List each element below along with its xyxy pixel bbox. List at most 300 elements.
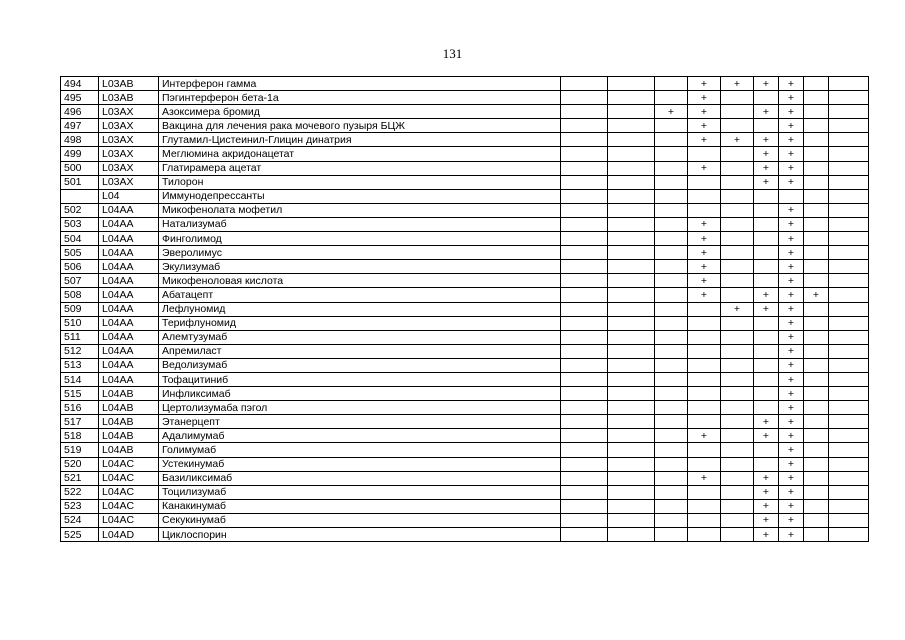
mark-cell: [829, 288, 869, 302]
drug-name: Лефлуномид: [159, 302, 561, 316]
mark-cell: [608, 189, 655, 203]
mark-cell: [721, 485, 754, 499]
mark-cell: [688, 499, 721, 513]
row-number: 511: [61, 330, 99, 344]
mark-cell: [721, 513, 754, 527]
mark-cell: [655, 302, 688, 316]
mark-cell: [721, 443, 754, 457]
mark-cell: [804, 274, 829, 288]
mark-cell: [688, 372, 721, 386]
mark-cell: [804, 246, 829, 260]
mark-cell: [655, 260, 688, 274]
mark-cell: +: [655, 105, 688, 119]
mark-cell: [608, 232, 655, 246]
mark-cell: [829, 429, 869, 443]
row-number: 496: [61, 105, 99, 119]
mark-cell: [655, 372, 688, 386]
mark-cell: +: [779, 302, 804, 316]
mark-cell: [754, 358, 779, 372]
mark-cell: +: [779, 246, 804, 260]
mark-cell: [829, 119, 869, 133]
mark-cell: [608, 457, 655, 471]
mark-cell: [721, 471, 754, 485]
row-number: 504: [61, 232, 99, 246]
mark-cell: +: [779, 372, 804, 386]
row-number: 508: [61, 288, 99, 302]
drug-name: Микофеноловая кислота: [159, 274, 561, 288]
mark-cell: [804, 528, 829, 542]
drug-table: [60, 76, 869, 542]
mark-cell: [655, 288, 688, 302]
mark-cell: +: [779, 119, 804, 133]
drug-name: Терифлуномид: [159, 316, 561, 330]
mark-cell: [804, 387, 829, 401]
mark-cell: [655, 330, 688, 344]
row-number: [61, 189, 99, 203]
mark-cell: [688, 344, 721, 358]
mark-cell: [655, 443, 688, 457]
mark-cell: [608, 203, 655, 217]
table-row: [61, 401, 869, 415]
mark-cell: [829, 485, 869, 499]
atc-code: L04AA: [99, 246, 159, 260]
mark-cell: [688, 443, 721, 457]
mark-cell: [721, 274, 754, 288]
mark-cell: [721, 316, 754, 330]
mark-cell: +: [779, 260, 804, 274]
mark-cell: +: [688, 260, 721, 274]
atc-code: L04AD: [99, 528, 159, 542]
mark-cell: +: [721, 302, 754, 316]
mark-cell: [608, 401, 655, 415]
table-row: [61, 175, 869, 189]
mark-cell: [688, 415, 721, 429]
row-number: 522: [61, 485, 99, 499]
mark-cell: [721, 330, 754, 344]
table-row: [61, 513, 869, 527]
atc-code: L04AC: [99, 485, 159, 499]
atc-code: L04AA: [99, 358, 159, 372]
row-number: 503: [61, 217, 99, 231]
row-number: 515: [61, 387, 99, 401]
drug-name: Цертолизумаба пэгол: [159, 401, 561, 415]
drug-name: Тофацитиниб: [159, 372, 561, 386]
atc-code: L04AB: [99, 443, 159, 457]
mark-cell: +: [779, 175, 804, 189]
mark-cell: +: [754, 471, 779, 485]
table-row: [61, 429, 869, 443]
table-row: [61, 217, 869, 231]
mark-cell: [561, 91, 608, 105]
mark-cell: [829, 513, 869, 527]
mark-cell: +: [779, 288, 804, 302]
mark-cell: [804, 203, 829, 217]
atc-code: L04AC: [99, 457, 159, 471]
mark-cell: [655, 387, 688, 401]
mark-cell: [561, 344, 608, 358]
mark-cell: [608, 133, 655, 147]
row-number: 517: [61, 415, 99, 429]
mark-cell: [608, 415, 655, 429]
mark-cell: +: [779, 232, 804, 246]
mark-cell: [829, 457, 869, 471]
mark-cell: +: [779, 387, 804, 401]
mark-cell: [804, 358, 829, 372]
mark-cell: +: [779, 443, 804, 457]
atc-code: L03AX: [99, 119, 159, 133]
drug-name: Интерферон гамма: [159, 77, 561, 91]
mark-cell: [754, 91, 779, 105]
mark-cell: [829, 77, 869, 91]
mark-cell: [655, 246, 688, 260]
mark-cell: [754, 203, 779, 217]
mark-cell: [804, 302, 829, 316]
table-row: [61, 260, 869, 274]
mark-cell: [688, 203, 721, 217]
mark-cell: [804, 119, 829, 133]
atc-code: L04AA: [99, 372, 159, 386]
mark-cell: [804, 260, 829, 274]
table-row: [61, 203, 869, 217]
mark-cell: [561, 77, 608, 91]
mark-cell: [804, 485, 829, 499]
mark-cell: [561, 217, 608, 231]
atc-code: L04AA: [99, 288, 159, 302]
table-row: [61, 161, 869, 175]
table-row: [61, 344, 869, 358]
mark-cell: +: [779, 274, 804, 288]
mark-cell: [721, 429, 754, 443]
drug-name: Азоксимера бромид: [159, 105, 561, 119]
mark-cell: [804, 513, 829, 527]
page-number: 131: [442, 46, 463, 61]
drug-name: Пэгинтерферон бета-1а: [159, 91, 561, 105]
mark-cell: [688, 358, 721, 372]
mark-cell: [561, 133, 608, 147]
table-row: [61, 471, 869, 485]
mark-cell: [804, 499, 829, 513]
mark-cell: +: [754, 147, 779, 161]
mark-cell: [829, 133, 869, 147]
atc-code: L04AA: [99, 302, 159, 316]
mark-cell: +: [721, 77, 754, 91]
drug-name: Алемтузумаб: [159, 330, 561, 344]
drug-name: Экулизумаб: [159, 260, 561, 274]
mark-cell: +: [779, 485, 804, 499]
mark-cell: +: [688, 77, 721, 91]
mark-cell: [829, 302, 869, 316]
mark-cell: [829, 91, 869, 105]
mark-cell: [804, 91, 829, 105]
mark-cell: [721, 147, 754, 161]
drug-name: Канакинумаб: [159, 499, 561, 513]
row-number: 525: [61, 528, 99, 542]
mark-cell: [655, 133, 688, 147]
drug-name: Глатирамера ацетат: [159, 161, 561, 175]
mark-cell: [655, 401, 688, 415]
mark-cell: [804, 133, 829, 147]
mark-cell: +: [754, 175, 779, 189]
mark-cell: [688, 528, 721, 542]
mark-cell: [804, 175, 829, 189]
table-row: [61, 147, 869, 161]
mark-cell: [655, 358, 688, 372]
mark-cell: +: [688, 133, 721, 147]
mark-cell: +: [779, 401, 804, 415]
atc-code: L04: [99, 189, 159, 203]
mark-cell: [829, 105, 869, 119]
atc-code: L03AX: [99, 105, 159, 119]
mark-cell: [721, 189, 754, 203]
atc-code: L04AC: [99, 499, 159, 513]
mark-cell: [721, 217, 754, 231]
atc-code: L04AA: [99, 316, 159, 330]
atc-code: L04AB: [99, 415, 159, 429]
row-number: 521: [61, 471, 99, 485]
table-row: [61, 443, 869, 457]
mark-cell: [754, 316, 779, 330]
mark-cell: +: [754, 513, 779, 527]
mark-cell: [688, 175, 721, 189]
atc-code: L04AA: [99, 232, 159, 246]
mark-cell: [608, 288, 655, 302]
table-row: [61, 387, 869, 401]
mark-cell: [721, 260, 754, 274]
mark-cell: [721, 119, 754, 133]
mark-cell: [721, 105, 754, 119]
mark-cell: [804, 415, 829, 429]
mark-cell: [804, 401, 829, 415]
row-number: 512: [61, 344, 99, 358]
mark-cell: [721, 387, 754, 401]
mark-cell: +: [688, 105, 721, 119]
drug-name: Ведолизумаб: [159, 358, 561, 372]
mark-cell: [804, 429, 829, 443]
mark-cell: +: [688, 246, 721, 260]
mark-cell: +: [754, 77, 779, 91]
mark-cell: [655, 119, 688, 133]
mark-cell: [754, 387, 779, 401]
mark-cell: +: [779, 415, 804, 429]
mark-cell: [561, 105, 608, 119]
mark-cell: +: [754, 288, 779, 302]
drug-name: Иммунодепрессанты: [159, 189, 561, 203]
mark-cell: [804, 471, 829, 485]
mark-cell: +: [754, 161, 779, 175]
mark-cell: [608, 513, 655, 527]
drug-name: Этанерцепт: [159, 415, 561, 429]
drug-name: Тоцилизумаб: [159, 485, 561, 499]
table-row: [61, 77, 869, 91]
mark-cell: +: [779, 147, 804, 161]
drug-name: Финголимод: [159, 232, 561, 246]
mark-cell: +: [688, 119, 721, 133]
mark-cell: [608, 302, 655, 316]
mark-cell: +: [779, 471, 804, 485]
row-number: 510: [61, 316, 99, 330]
mark-cell: [721, 91, 754, 105]
mark-cell: +: [779, 429, 804, 443]
mark-cell: +: [779, 528, 804, 542]
mark-cell: [655, 513, 688, 527]
mark-cell: [721, 457, 754, 471]
mark-cell: [721, 372, 754, 386]
mark-cell: [561, 471, 608, 485]
mark-cell: [829, 175, 869, 189]
mark-cell: [655, 175, 688, 189]
mark-cell: [804, 457, 829, 471]
drug-name: Микофенолата мофетил: [159, 203, 561, 217]
table-row: [61, 485, 869, 499]
row-number: 498: [61, 133, 99, 147]
mark-cell: +: [779, 358, 804, 372]
mark-cell: +: [779, 457, 804, 471]
mark-cell: [829, 330, 869, 344]
mark-cell: [688, 147, 721, 161]
row-number: 500: [61, 161, 99, 175]
mark-cell: [804, 147, 829, 161]
mark-cell: [754, 274, 779, 288]
mark-cell: [721, 175, 754, 189]
mark-cell: [561, 443, 608, 457]
mark-cell: [829, 344, 869, 358]
mark-cell: [829, 161, 869, 175]
atc-code: L04AB: [99, 429, 159, 443]
mark-cell: [655, 429, 688, 443]
mark-cell: +: [688, 161, 721, 175]
mark-cell: [608, 260, 655, 274]
mark-cell: [804, 189, 829, 203]
mark-cell: [561, 119, 608, 133]
mark-cell: [829, 471, 869, 485]
mark-cell: [608, 77, 655, 91]
mark-cell: [561, 330, 608, 344]
mark-cell: [608, 246, 655, 260]
table-row: [61, 316, 869, 330]
mark-cell: [829, 260, 869, 274]
mark-cell: [829, 499, 869, 513]
mark-cell: +: [688, 471, 721, 485]
mark-cell: [829, 415, 869, 429]
mark-cell: +: [688, 288, 721, 302]
mark-cell: [561, 246, 608, 260]
atc-code: L03AX: [99, 161, 159, 175]
drug-name: Базиликсимаб: [159, 471, 561, 485]
row-number: 507: [61, 274, 99, 288]
row-number: 524: [61, 513, 99, 527]
mark-cell: [721, 415, 754, 429]
mark-cell: [688, 316, 721, 330]
drug-name: Устекинумаб: [159, 457, 561, 471]
mark-cell: [608, 485, 655, 499]
mark-cell: +: [779, 316, 804, 330]
atc-code: L04AA: [99, 344, 159, 358]
mark-cell: [655, 232, 688, 246]
mark-cell: [561, 358, 608, 372]
mark-cell: [804, 217, 829, 231]
mark-cell: +: [688, 429, 721, 443]
mark-cell: +: [754, 302, 779, 316]
mark-cell: [754, 401, 779, 415]
mark-cell: [688, 189, 721, 203]
mark-cell: [561, 316, 608, 330]
mark-cell: +: [779, 161, 804, 175]
mark-cell: +: [779, 344, 804, 358]
mark-cell: [608, 372, 655, 386]
drug-name: Вакцина для лечения рака мочевого пузыря БЦЖ: [159, 119, 561, 133]
mark-cell: [721, 528, 754, 542]
mark-cell: [655, 91, 688, 105]
mark-cell: [754, 246, 779, 260]
mark-cell: [655, 274, 688, 288]
mark-cell: [561, 401, 608, 415]
drug-name: Абатацепт: [159, 288, 561, 302]
mark-cell: [804, 77, 829, 91]
mark-cell: [561, 528, 608, 542]
mark-cell: +: [688, 274, 721, 288]
table-row: [61, 302, 869, 316]
mark-cell: [754, 443, 779, 457]
mark-cell: +: [779, 513, 804, 527]
atc-code: L04AC: [99, 471, 159, 485]
atc-code: L03AB: [99, 77, 159, 91]
mark-cell: +: [754, 415, 779, 429]
mark-cell: +: [779, 105, 804, 119]
drug-name: Адалимумаб: [159, 429, 561, 443]
mark-cell: [688, 401, 721, 415]
mark-cell: [561, 232, 608, 246]
mark-cell: [608, 217, 655, 231]
table-row: [61, 499, 869, 513]
drug-name: Инфликсимаб: [159, 387, 561, 401]
mark-cell: [754, 457, 779, 471]
atc-code: L04AA: [99, 330, 159, 344]
atc-code: L04AB: [99, 387, 159, 401]
drug-name: Меглюмина акридонацетат: [159, 147, 561, 161]
table-row: [61, 457, 869, 471]
drug-name: Секукинумаб: [159, 513, 561, 527]
mark-cell: [688, 513, 721, 527]
table-row: [61, 232, 869, 246]
drug-name: Эверолимус: [159, 246, 561, 260]
table-row: [61, 246, 869, 260]
mark-cell: [655, 471, 688, 485]
mark-cell: [655, 457, 688, 471]
table-body: [61, 77, 869, 542]
drug-name: Натализумаб: [159, 217, 561, 231]
table-row: [61, 119, 869, 133]
mark-cell: [655, 217, 688, 231]
mark-cell: [561, 387, 608, 401]
mark-cell: [754, 344, 779, 358]
mark-cell: [829, 316, 869, 330]
mark-cell: [754, 217, 779, 231]
mark-cell: +: [779, 77, 804, 91]
mark-cell: [721, 203, 754, 217]
mark-cell: [754, 260, 779, 274]
table-row: [61, 330, 869, 344]
mark-cell: [608, 387, 655, 401]
mark-cell: [754, 119, 779, 133]
mark-cell: [655, 415, 688, 429]
mark-cell: [655, 485, 688, 499]
atc-code: L03AX: [99, 133, 159, 147]
mark-cell: [608, 91, 655, 105]
drug-name: Апремиласт: [159, 344, 561, 358]
mark-cell: [829, 203, 869, 217]
mark-cell: [608, 344, 655, 358]
mark-cell: [829, 528, 869, 542]
